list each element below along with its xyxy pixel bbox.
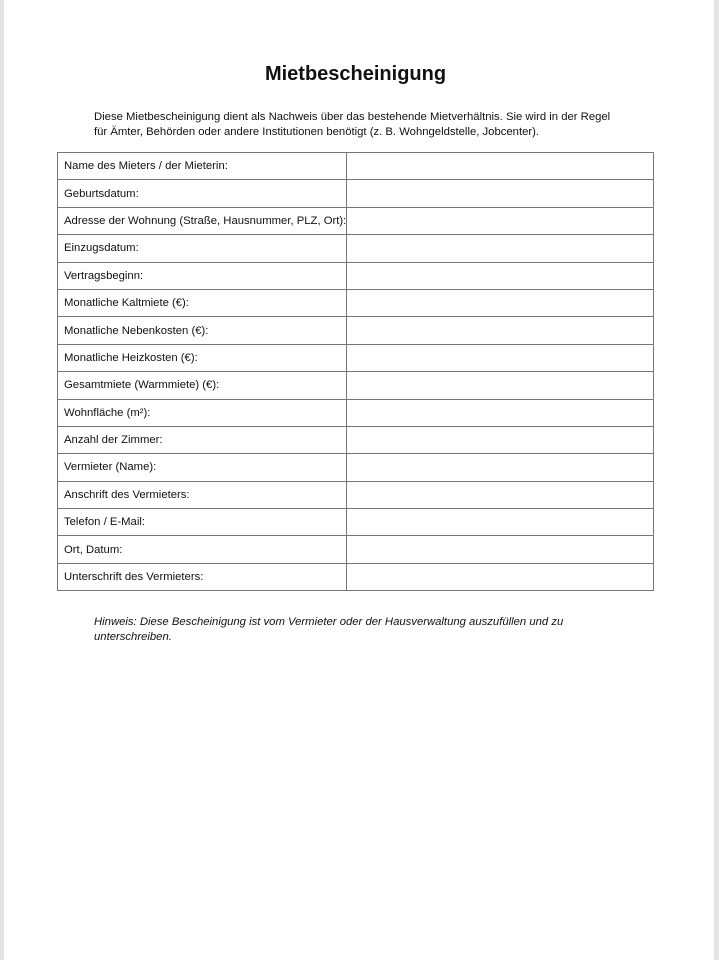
field-label: Ort, Datum:	[58, 536, 347, 563]
field-label: Wohnfläche (m²):	[58, 399, 347, 426]
field-value[interactable]	[347, 481, 654, 508]
table-row	[58, 454, 654, 481]
field-value[interactable]	[347, 426, 654, 453]
table-row	[58, 372, 654, 399]
field-value[interactable]	[347, 180, 654, 207]
field-label: Monatliche Nebenkosten (€):	[58, 317, 347, 344]
field-label: Unterschrift des Vermieters:	[58, 563, 347, 590]
note-paragraph: Hinweis: Diese Bescheinigung ist vom Vermieter oder der Hausverwaltung auszufüllen und zu unterschreiben.	[94, 616, 564, 643]
table-row	[58, 207, 654, 234]
field-value[interactable]	[347, 317, 654, 344]
field-value[interactable]	[347, 563, 654, 590]
field-label: Vermieter (Name):	[58, 454, 347, 481]
field-label: Adresse der Wohnung (Straße, Hausnummer, PLZ, Ort):	[58, 207, 347, 234]
field-label: Monatliche Heizkosten (€):	[58, 344, 347, 371]
table-row	[58, 153, 654, 180]
page-title: Mietbescheinigung	[264, 63, 447, 85]
field-value[interactable]	[347, 207, 654, 234]
table-row	[58, 262, 654, 289]
table-row	[58, 344, 654, 371]
table-row	[58, 399, 654, 426]
table-row	[58, 481, 654, 508]
table-row	[58, 289, 654, 316]
field-label: Telefon / E-Mail:	[58, 509, 347, 536]
field-value[interactable]	[347, 399, 654, 426]
field-value[interactable]	[347, 536, 654, 563]
field-value[interactable]	[347, 235, 654, 262]
field-value[interactable]	[347, 153, 654, 180]
field-label: Geburtsdatum:	[58, 180, 347, 207]
field-label: Gesamtmiete (Warmmiete) (€):	[58, 372, 347, 399]
table-row	[58, 509, 654, 536]
form-table	[57, 152, 654, 591]
field-label: Anschrift des Vermieters:	[58, 481, 347, 508]
field-value[interactable]	[347, 372, 654, 399]
field-value[interactable]	[347, 509, 654, 536]
field-value[interactable]	[347, 289, 654, 316]
field-value[interactable]	[347, 262, 654, 289]
table-row	[58, 180, 654, 207]
field-label: Anzahl der Zimmer:	[58, 426, 347, 453]
field-label: Monatliche Kaltmiete (€):	[58, 289, 347, 316]
table-row	[58, 563, 654, 590]
table-row	[58, 426, 654, 453]
table-row	[58, 536, 654, 563]
field-label: Einzugsdatum:	[58, 235, 347, 262]
field-label: Vertragsbeginn:	[58, 262, 347, 289]
field-value[interactable]	[347, 344, 654, 371]
table-row	[58, 235, 654, 262]
field-value[interactable]	[347, 454, 654, 481]
intro-paragraph: Diese Mietbescheinigung dient als Nachweis über das bestehende Mietverhältnis. Sie wird in der Regel für Ämter, Behörden oder andere Institutionen benötigt (z. B. Wohngeldstelle, Jobcenter).	[94, 111, 611, 138]
field-label: Name des Mieters / der Mieterin:	[58, 153, 347, 180]
table-row	[58, 317, 654, 344]
